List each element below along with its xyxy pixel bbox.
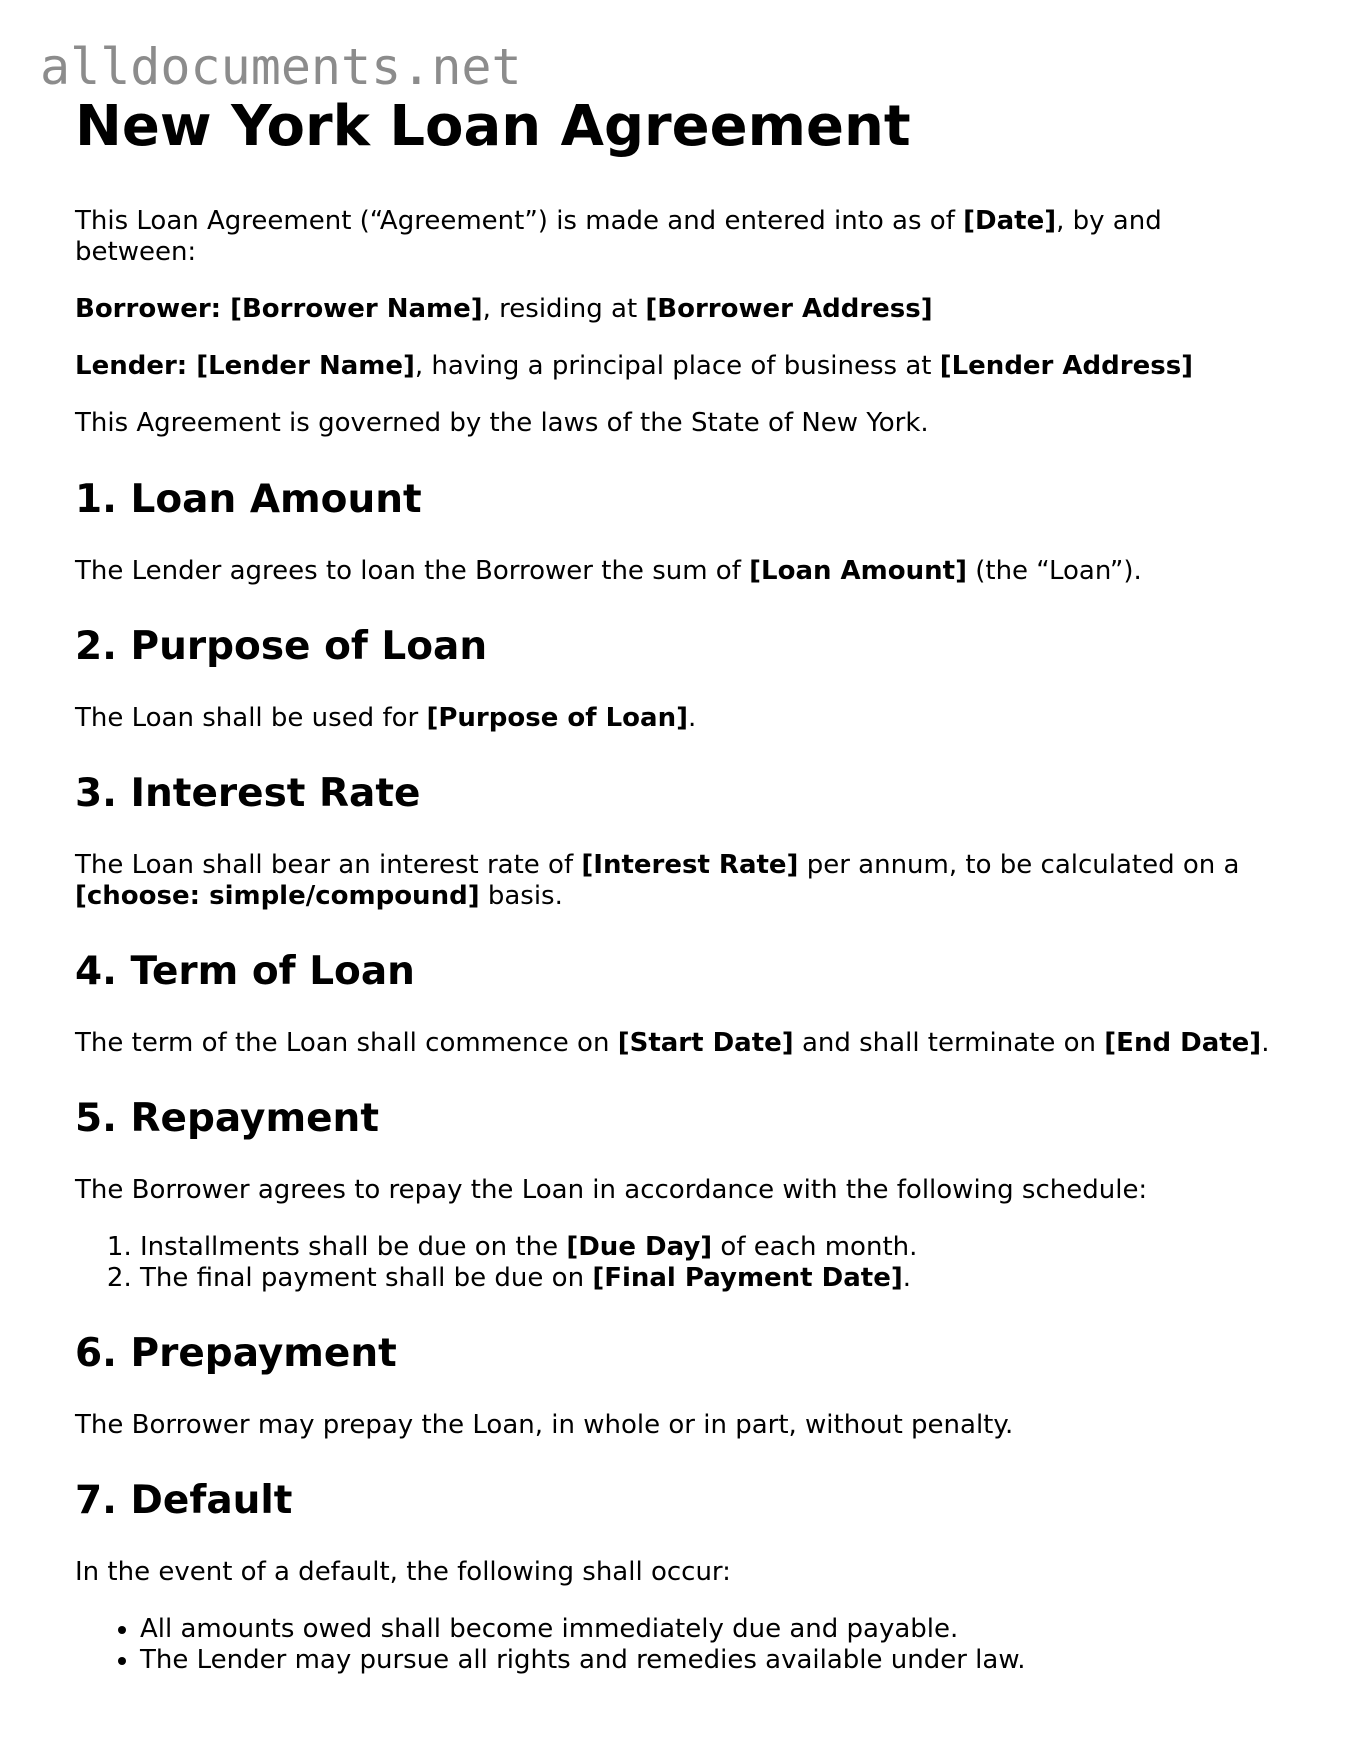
- section-text-prepayment: The Borrower may prepay the Loan, in whole or in part, without penalty.: [75, 1410, 1014, 1440]
- interest-rate-placeholder: [Interest Rate]: [581, 850, 799, 880]
- interest-type-placeholder: [choose: simple/compound]: [75, 881, 480, 911]
- section-heading-repayment: 5. Repayment: [75, 1096, 379, 1141]
- text-run: basis.: [479, 881, 563, 911]
- text-run: .: [1261, 1028, 1270, 1058]
- section-text-purpose: [75, 703, 1285, 734]
- list-item: [140, 1263, 1285, 1294]
- text-run: .: [902, 1263, 911, 1293]
- text-run: The Loan shall be used for: [75, 703, 427, 733]
- text-run: The final payment shall be due on: [140, 1263, 593, 1293]
- lender-line: [75, 351, 1285, 382]
- borrower-address: [Borrower Address]: [645, 294, 933, 324]
- text-run: Installments shall be due on the: [140, 1232, 567, 1262]
- date-placeholder: [Date]: [963, 206, 1057, 236]
- list-item: • The Lender may pursue all rights and remedies available under law.: [140, 1645, 1285, 1676]
- text-run: .: [687, 703, 697, 733]
- document-page: [75, 94, 1285, 1676]
- lender-address: [Lender Address]: [939, 351, 1194, 381]
- section-heading-prepayment: 6. Prepayment: [75, 1331, 397, 1376]
- watermark: alldocuments.net: [40, 38, 522, 96]
- due-day-placeholder: [Due Day]: [566, 1232, 713, 1262]
- section-heading-default: 7. Default: [75, 1478, 293, 1523]
- section-heading-term: 4. Term of Loan: [75, 949, 415, 994]
- lender-middle: , having a principal place of business at: [414, 351, 940, 381]
- final-payment-date-placeholder: [Final Payment Date]: [592, 1263, 903, 1293]
- intro-paragraph: [75, 206, 1285, 268]
- intro-text: This Loan Agreement (“Agreement”) is made and entered into as of: [75, 206, 964, 236]
- start-date-placeholder: [Start Date]: [617, 1028, 794, 1058]
- text-run: per annum, to be calculated on a: [798, 850, 1240, 880]
- purpose-placeholder: [Purpose of Loan]: [426, 703, 688, 733]
- text-run: The Lender agrees to loan the Borrower the sum of: [75, 556, 750, 586]
- section-heading-interest-rate: 3. Interest Rate: [75, 771, 421, 816]
- text-run: The Loan shall bear an interest rate of: [75, 850, 582, 880]
- section-text-loan-amount: [75, 556, 1285, 587]
- text-run: of each month.: [712, 1232, 918, 1262]
- repayment-schedule-list: [75, 1232, 1285, 1294]
- borrower-middle: , residing at: [482, 294, 646, 324]
- borrower-label: Borrower: [Borrower Name]: [75, 294, 483, 324]
- default-consequences-list: [75, 1614, 1285, 1676]
- lender-label: Lender: [Lender Name]: [75, 351, 415, 381]
- section-text-default: In the event of a default, the following shall occur:: [75, 1557, 731, 1587]
- governing-law: This Agreement is governed by the laws of the State of New York.: [75, 408, 929, 438]
- text-run: and shall terminate on: [793, 1028, 1105, 1058]
- section-text-term: [75, 1028, 1285, 1059]
- document-title: New York Loan Agreement: [75, 94, 911, 159]
- list-item: [140, 1232, 1285, 1263]
- section-text-interest-rate: [75, 850, 1285, 912]
- intro-text-end: , by and between:: [75, 206, 1162, 267]
- text-run: (the “Loan”).: [966, 556, 1142, 586]
- section-text-repayment: The Borrower agrees to repay the Loan in accordance with the following schedule:: [75, 1175, 1148, 1205]
- section-heading-purpose: 2. Purpose of Loan: [75, 624, 488, 669]
- text-run: The term of the Loan shall commence on: [75, 1028, 618, 1058]
- list-item: • All amounts owed shall become immediately due and payable.: [140, 1614, 1285, 1645]
- end-date-placeholder: [End Date]: [1104, 1028, 1262, 1058]
- loan-amount-placeholder: [Loan Amount]: [749, 556, 967, 586]
- borrower-line: [75, 294, 1285, 325]
- section-heading-loan-amount: 1. Loan Amount: [75, 477, 422, 522]
